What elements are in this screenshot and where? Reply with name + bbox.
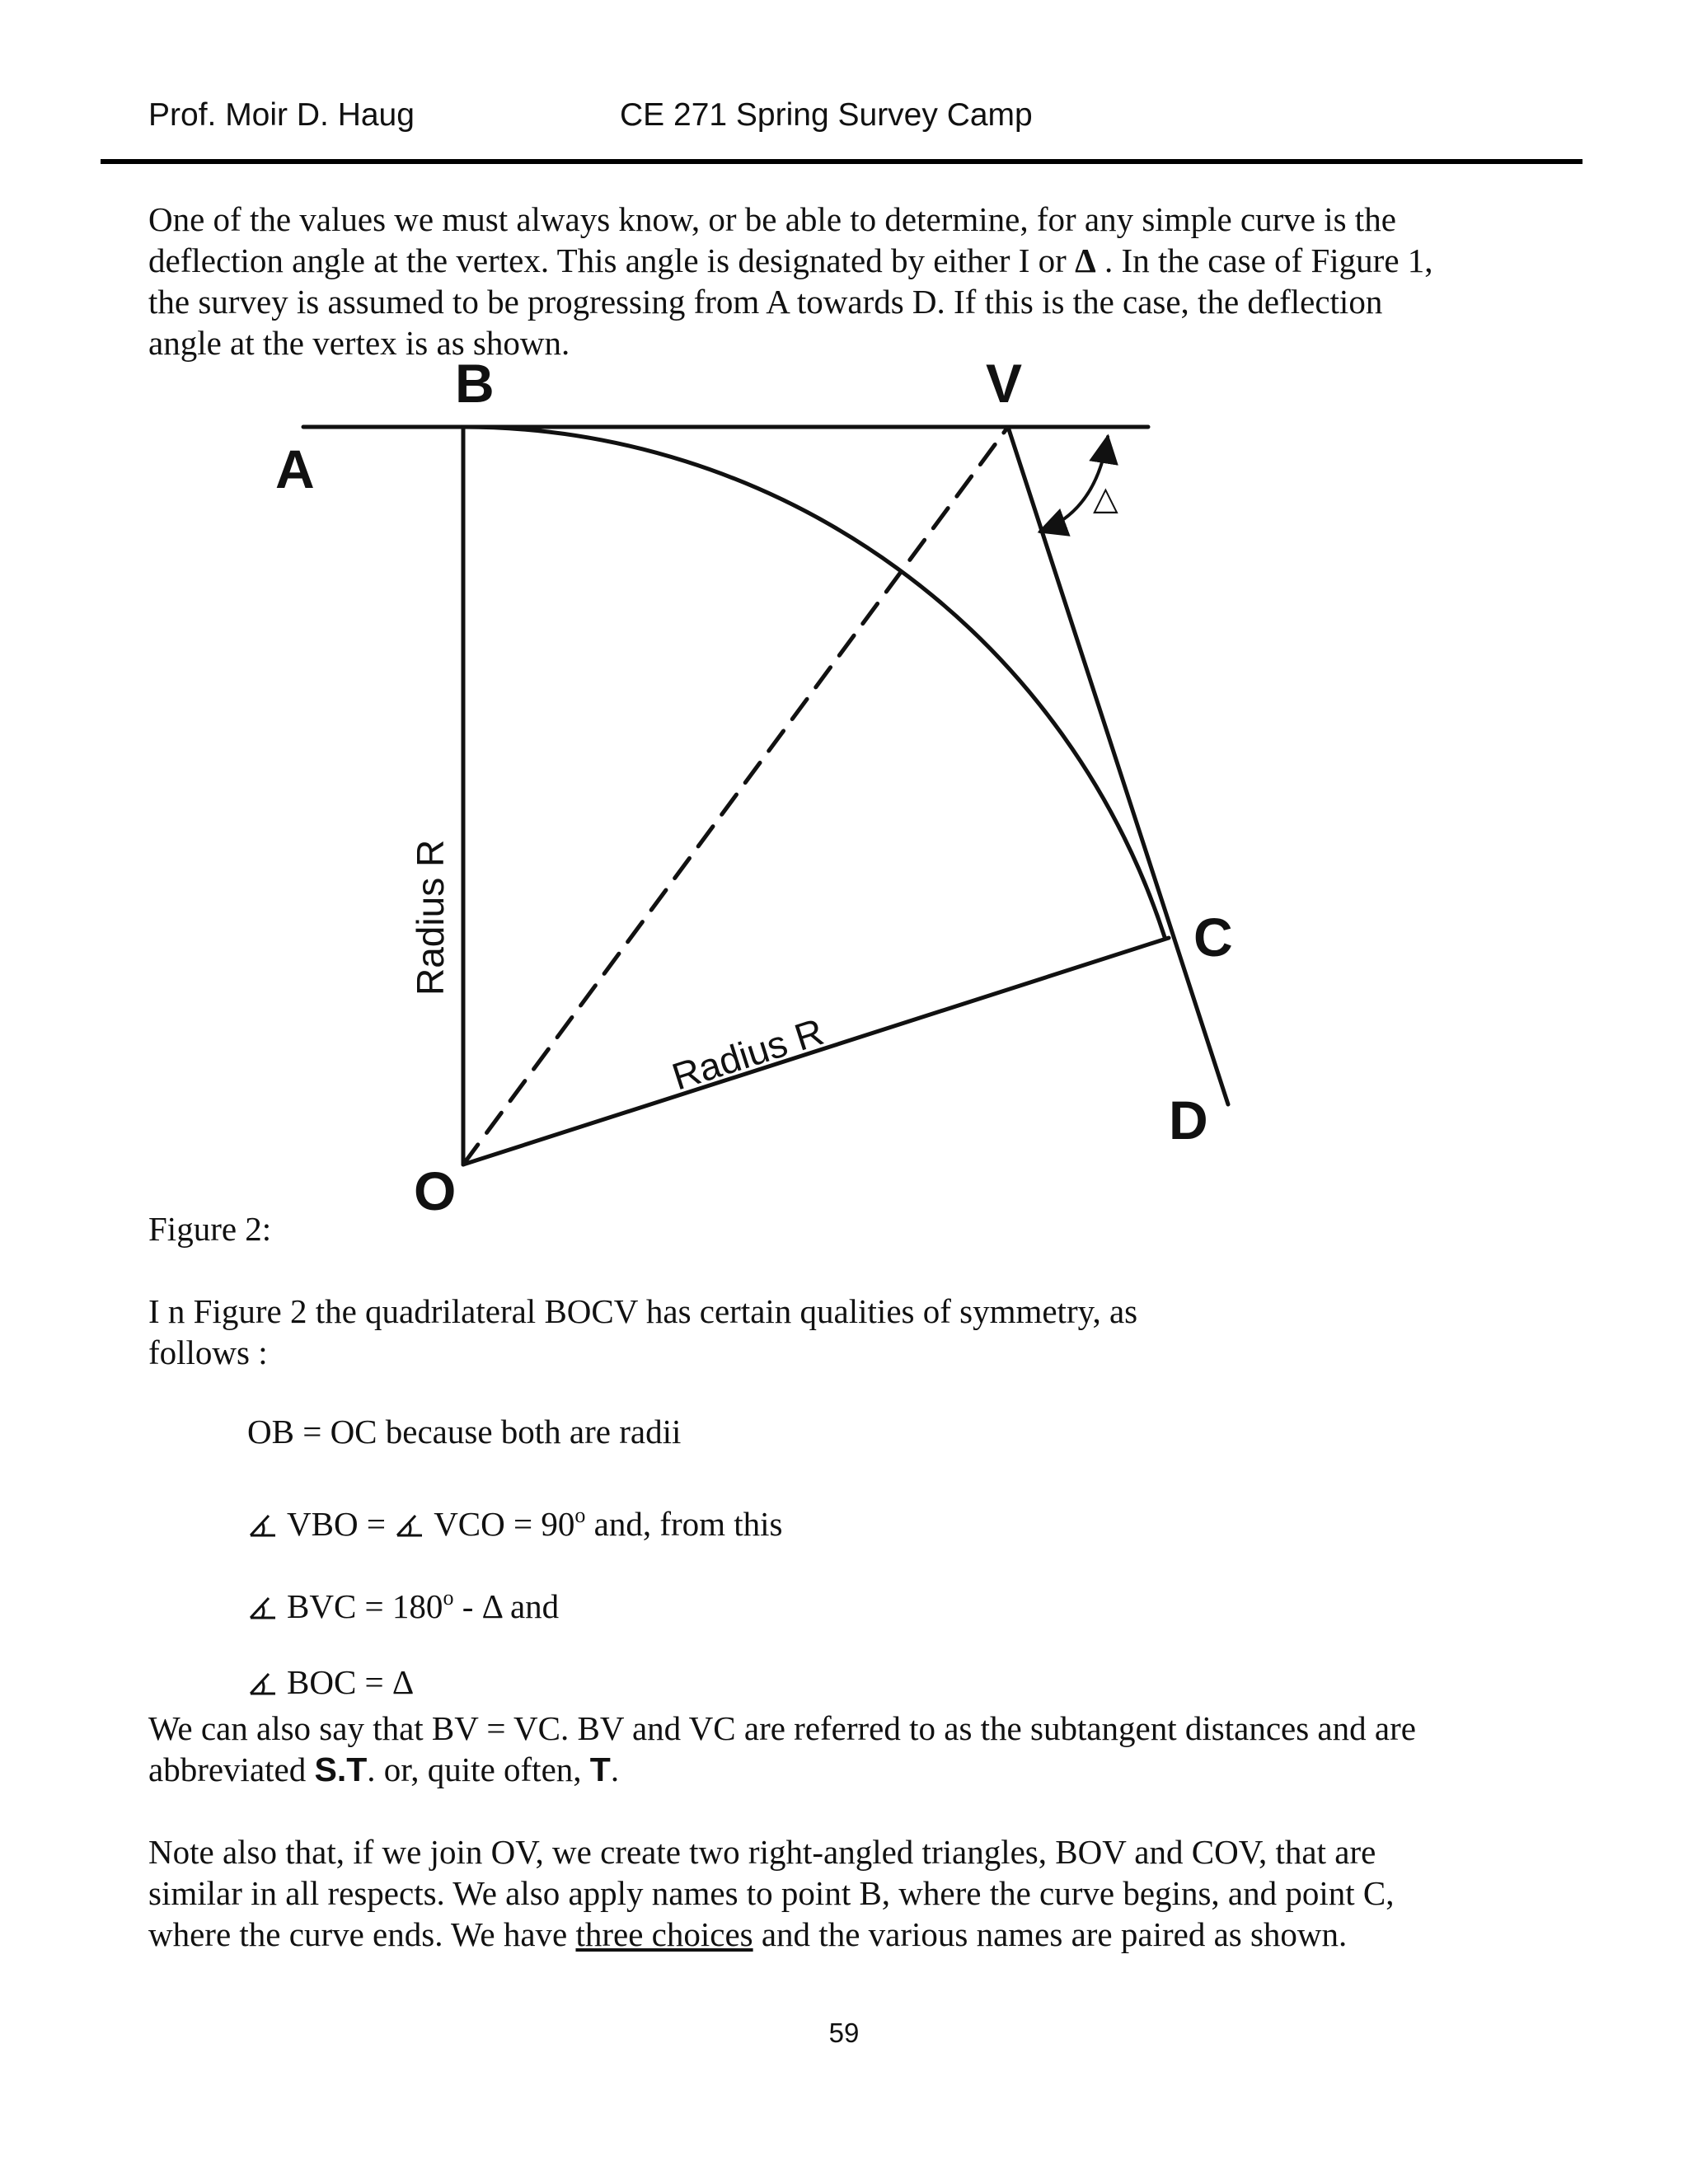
point-label-c: C — [1193, 907, 1233, 968]
radius-label-vertical: Radius R — [409, 839, 452, 996]
intro-line-1: One of the values we must always know, or be able to determine, for any simple curve is the — [148, 200, 1396, 238]
point-label-d: D — [1169, 1090, 1208, 1151]
equation-4: BOC = Δ — [247, 1661, 414, 1703]
figure-caption: Figure 2: — [148, 1210, 272, 1248]
body-p3-line-1: Note also that, if we join OV, we create two right-angled triangles, BOV and COV, that are — [148, 1833, 1376, 1871]
radius-label-slanted: Radius R — [667, 1010, 829, 1099]
equation-3: BVC = $180^o$ - Δ and — [247, 1577, 559, 1627]
header-author: Prof. Moir D. Haug — [148, 97, 415, 133]
page-number: 59 — [828, 2018, 860, 2048]
intro-line-2: deflection angle at the vertex. This angle is designated by either I or Δ . In the case of Figure 1, — [148, 241, 1433, 279]
body-paragraph-1 — [148, 1291, 1137, 1373]
body-p1-line-1: I n Figure 2 the quadrilateral BOCV has certain qualities of symmetry, as — [148, 1292, 1138, 1330]
body-p2-line-2: abbreviated S.T. or, quite often, T. — [148, 1750, 620, 1788]
tangent-line-vd — [1008, 427, 1228, 1104]
point-label-a: A — [275, 438, 315, 499]
point-label-b: B — [455, 353, 495, 414]
equation-1: OB = OC because both are radii — [247, 1413, 682, 1451]
delta-symbol: △ — [1093, 480, 1118, 518]
measured-angle-icon — [247, 1669, 279, 1697]
abbrev-t: T — [589, 1750, 611, 1788]
measured-angle-icon — [247, 1511, 279, 1539]
delta-bold: Δ — [1075, 241, 1096, 279]
body-p3-line-3: where the curve ends. We have three choices and the various names are paired as shown. — [148, 1915, 1348, 1953]
curve-arc — [463, 427, 1165, 937]
body-p1-line-2: follows : — [148, 1333, 268, 1371]
point-label-v: V — [986, 353, 1023, 414]
body-paragraph-2 — [148, 1708, 1416, 1790]
equation-2: VBO = VCO = $90^o$ and, from this — [247, 1495, 783, 1544]
measured-angle-icon — [247, 1593, 279, 1621]
intro-line-4: angle at the vertex is as shown. — [148, 324, 570, 362]
body-p3-line-2: similar in all respects. We also apply names to point B, where the curve begins, and point C, — [148, 1874, 1395, 1912]
measured-angle-icon — [394, 1511, 425, 1539]
header-course: CE 271 Spring Survey Camp — [620, 97, 1033, 133]
three-choices-underlined: three choices — [575, 1915, 753, 1953]
abbrev-st: S.T — [314, 1750, 368, 1788]
intro-line-3: the survey is assumed to be progressing from A towards D. If this is the case, the deflection — [148, 283, 1383, 321]
body-p2-line-1: We can also say that BV = VC. BV and VC are referred to as the subtangent distances and are — [148, 1709, 1416, 1747]
body-paragraph-3 — [148, 1831, 1394, 1955]
point-label-o: O — [414, 1160, 457, 1221]
